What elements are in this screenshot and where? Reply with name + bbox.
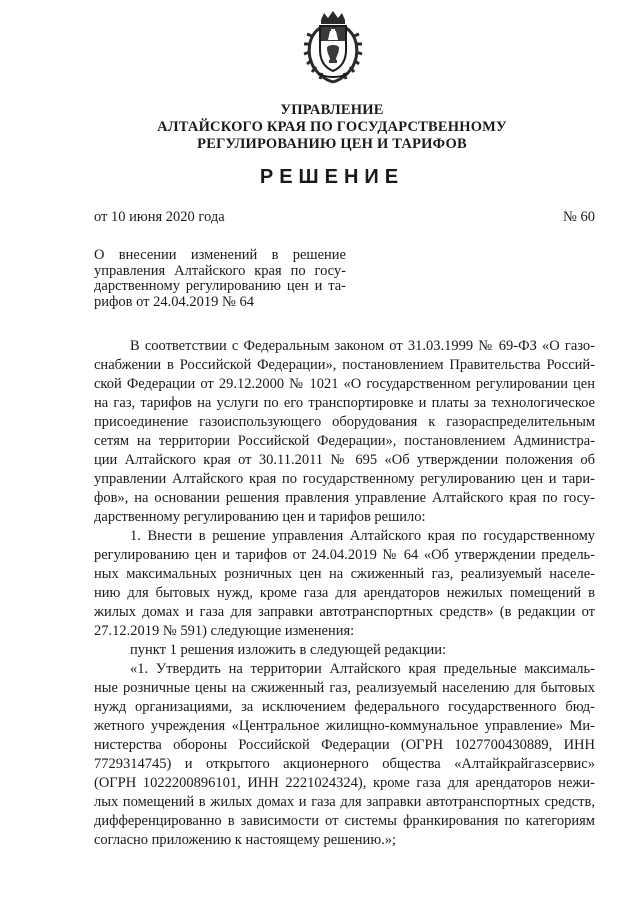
body-line: 27.12.2019 № 591) следующие изменения:	[94, 623, 355, 639]
body-line: В соответствии с Федеральным законом от 31.03.1999 № 69-ФЗ «О газо-	[130, 338, 595, 354]
organization-title-line: УПРАВЛЕНИЕ	[280, 102, 384, 118]
body-line: согласно приложению к настоящему решению.»;	[94, 832, 397, 848]
body-line: присоединение газоиспользующего оборудования к газораспределительным	[94, 414, 595, 430]
body-line: нию для бытовых нужд, кроме газа для арендаторов нежилых помещений в	[94, 585, 595, 601]
body-line: жилых домах и газа для заправки автотранспортных средств» (в редакции от	[94, 604, 595, 620]
organization-title	[100, 102, 564, 153]
body-line: ской Федерации от 29.12.2000 № 1021 «О государственном регулировании цен	[94, 376, 595, 392]
body-line: 7729314745) и открытого акционерного общества «Алтайкрайгазсервис»	[94, 756, 595, 772]
body-line: пункт 1 решения изложить в следующей редакции:	[130, 642, 447, 658]
body-line: на газ, тарифов на услуги по его транспортировке и платы за технологическое	[94, 395, 595, 411]
organization-title-line: РЕГУЛИРОВАНИЮ ЦЕН И ТАРИФОВ	[197, 136, 467, 152]
body-line: управлении Алтайского края по государственному регулированию цен и тари-	[94, 471, 595, 487]
body-line: регулированию цен и тарифов от 24.04.2019 № 64 «Об утверждении предель-	[94, 547, 595, 563]
body-line: нистерства обороны Российской Федерации (ОГРН 1027700430889, ИНН	[94, 737, 595, 753]
document-type-heading: РЕШЕНИЕ	[259, 166, 405, 188]
body-line: 1. Внести в решение управления Алтайского края по государственному	[130, 528, 595, 544]
document-date: от 10 июня 2020 года	[94, 209, 225, 225]
body-line: «1. Утвердить на территории Алтайского края предельные максималь-	[130, 661, 595, 677]
body-line: фов», на основании решения правления управление Алтайского края по госу-	[94, 490, 595, 506]
body-line: жетного учреждения «Центральное жилищно-коммунальное управление» Ми-	[94, 718, 595, 734]
body-line: (ОГРН 1022200896101, ИНН 2221024324), кроме газа для арендаторов нежи-	[94, 775, 595, 791]
body-line: дарственному регулированию цен и тарифов решило:	[94, 509, 426, 525]
body-line: сетям на территории Российской Федерации», постановлением Администра-	[94, 433, 595, 449]
body-line: дифференцированно в зависимости от системы франкирования по категориям	[94, 813, 595, 829]
subject-line: рифов от 24.04.2019 № 64	[94, 293, 254, 310]
subject-line: О внесении изменений в решение	[94, 247, 346, 263]
body-line: нужд организациями, за исключением федерального государственного бюд-	[94, 699, 595, 715]
body-line: снабжении в Российской Федерации», постановлением Правительства Россий-	[94, 357, 595, 373]
document-body	[94, 337, 595, 850]
body-line: ции Алтайского края от 30.11.2011 № 695 «Об утверждении положения об	[94, 452, 595, 468]
document-subject	[94, 248, 346, 310]
altai-krai-coat-of-arms-icon	[300, 10, 366, 86]
body-line: ные розничные цены на сжиженный газ, реализуемый населению для бытовых	[94, 680, 595, 696]
subject-line: управления Алтайского края по госу-	[94, 262, 346, 279]
body-line: лых помещений в жилых домах и газа для заправки автотранспортных средств,	[94, 794, 595, 810]
document-number: № 60	[563, 209, 595, 225]
subject-line: дарственному регулированию цен и та-	[94, 278, 346, 294]
body-line: ных максимальных розничных цен на сжиженный газ, реализуемый населе-	[94, 566, 595, 582]
organization-title-line: АЛТАЙСКОГО КРАЯ ПО ГОСУДАРСТВЕННОМУ	[157, 119, 507, 135]
